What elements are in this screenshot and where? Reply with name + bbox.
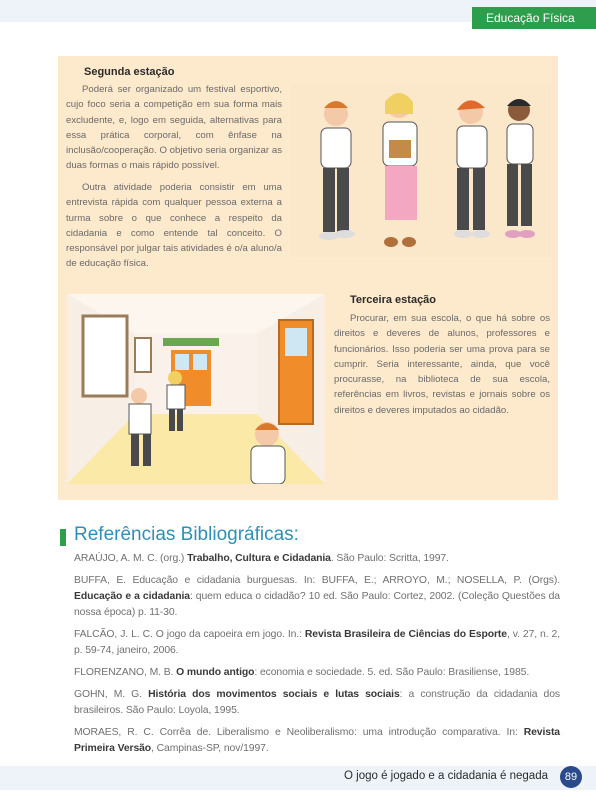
reference-text: : a construção da cidadania dos brasileiros. São Paulo: Loyola, 1995. [74, 689, 560, 716]
reference-text: MORAES, R. C. Corrêa de. Liberalismo e Neoliberalismo: uma introdução comparativa. In: [74, 727, 524, 738]
reference-bold-title: Educação e a cidadania [74, 591, 190, 602]
reference-item [74, 665, 560, 681]
station2-heading: Segunda estação [84, 66, 175, 78]
hallway-illustration [67, 294, 325, 484]
station3-paragraph: Procurar, em sua escola, o que há sobre os direitos e deveres de alunos, professores e funcionários. Isso poderia ser uma prova para se cumprir. Seria interessante, ainda, que você procurasse, na biblioteca de sua escola, referências em livros, revistas e jornais sobre os direitos e deveres imputados ao cidadão. [334, 313, 550, 416]
reference-text: . São Paulo: Scritta, 1997. [330, 553, 449, 564]
station2-paragraph-1: Poderá ser organizado um festival esportivo, cujo foco seria a competição em sua forma mais excludente, e, logo em seguida, alternativas para essa prática corporal, com ênfase na inclusão/cooperação. O objetivo seria organizar as duas formas o mais rápido possível. [66, 84, 282, 172]
reference-text: , v. 27, n. 2, p. 59-74, janeiro, 2006. [74, 629, 560, 656]
station3-heading: Terceira estação [350, 294, 437, 306]
reference-bold-title: História dos movimentos sociais e lutas sociais [148, 689, 400, 700]
page-number: 89 [560, 766, 582, 788]
reference-text: ARAÚJO, A. M. C. (org.) [74, 553, 188, 564]
reference-text: , Campinas-SP, nov/1997. [151, 743, 269, 754]
reference-item [74, 573, 560, 621]
references-list [74, 551, 560, 763]
reference-item [74, 551, 560, 567]
reference-bold-title: O mundo antigo [176, 667, 255, 678]
references-title: Referências Bibliográficas: [74, 524, 299, 545]
section-tab: Educação Física [472, 7, 596, 29]
reference-item [74, 687, 560, 719]
references-accent-bar [60, 529, 66, 546]
running-title: O jogo é jogado e a cidadania é negada [344, 770, 548, 782]
reference-bold-title: Trabalho, Cultura e Cidadania [187, 553, 331, 564]
reference-bold-title: Revista Primeira Versão [74, 727, 560, 754]
reference-bold-title: Revista Brasileira de Ciências do Esporte [304, 629, 507, 640]
station2-paragraph-2: Outra atividade poderia consistir em uma entrevista rápida com qualquer pessoa externa a turma sobre o que conhece a respeito da cidadania e como entende tal conceito. O responsável por julgar tais atividades é o/a aluno/a de educação física. [66, 182, 282, 270]
reference-text: : quem educa o cidadão? 10 ed. São Paulo: Cortez, 2002. (Coleção Questões da nossa época) p. 11-30. [74, 591, 560, 618]
reference-text: FALCÃO, J. L. C. O jogo da capoeira em jogo. In.: [74, 629, 305, 640]
reference-text: : economia e sociedade. 5. ed. São Paulo: Brasiliense, 1985. [254, 667, 530, 678]
reference-text: GOHN, M. G. [74, 689, 149, 700]
reference-item [74, 627, 560, 659]
students-illustration [291, 84, 551, 257]
reference-item [74, 725, 560, 757]
reference-text: FLORENZANO, M. B. [74, 667, 177, 678]
reference-text: BUFFA, E. Educação e cidadania burguesas. In: BUFFA, E.; ARROYO, M.; NOSELLA, P. (Orgs). [74, 575, 560, 586]
